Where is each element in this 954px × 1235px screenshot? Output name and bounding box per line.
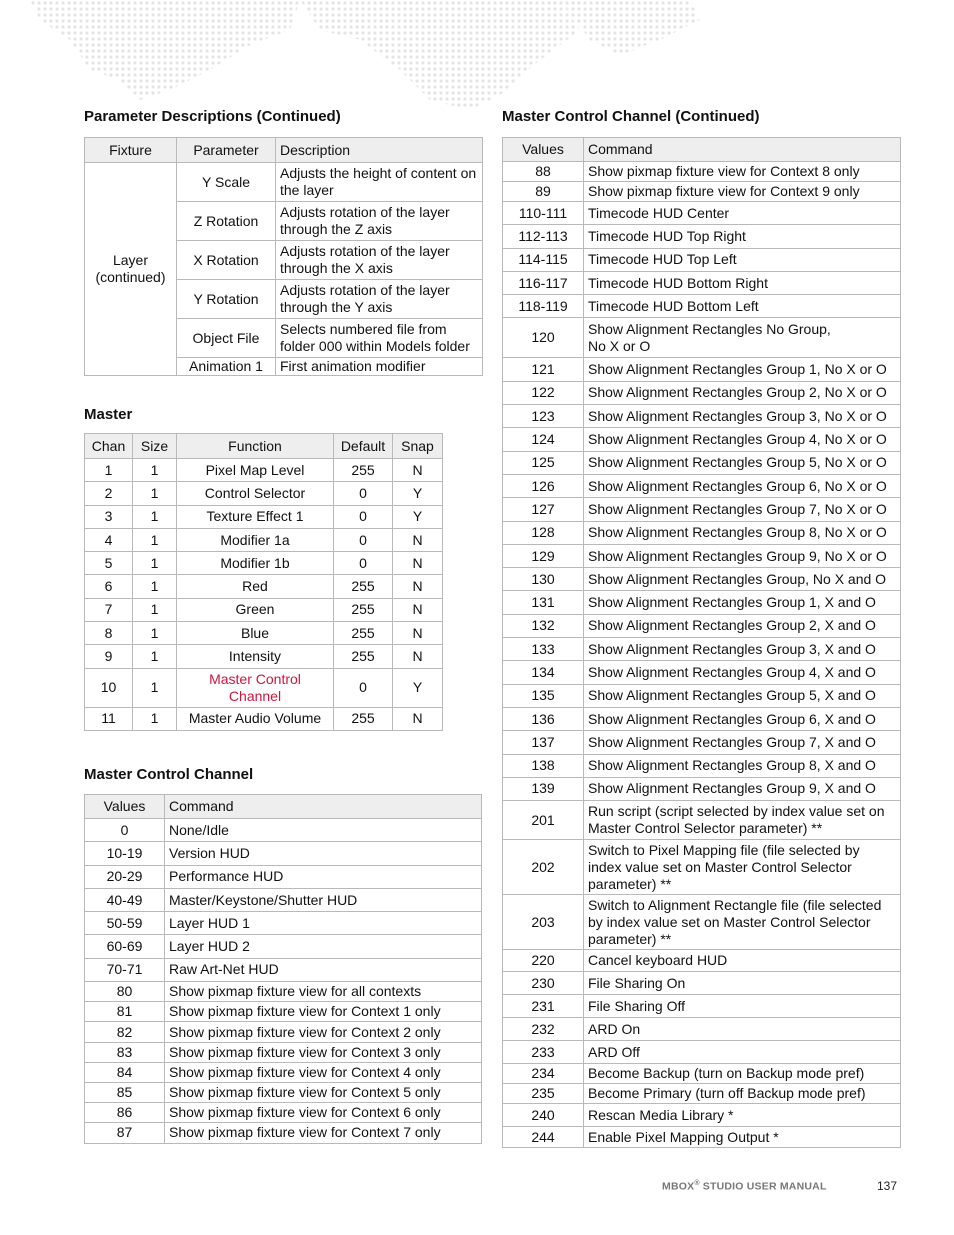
- snap-cell: N: [393, 707, 443, 730]
- value-cell: 235: [503, 1084, 584, 1104]
- master-control-channel-link[interactable]: Master Control Channel: [177, 668, 334, 707]
- function-cell: Texture Effect 1: [177, 505, 334, 528]
- table-row: [503, 950, 901, 972]
- registered-mark: ®: [694, 1180, 700, 1187]
- value-cell: 232: [503, 1018, 584, 1041]
- table-row: [503, 202, 901, 225]
- value-cell: 132: [503, 614, 584, 637]
- table-row: [85, 1123, 482, 1143]
- table-row: [85, 1083, 482, 1103]
- table-row: [85, 842, 482, 865]
- chan-cell: 8: [85, 622, 133, 645]
- value-cell: 86: [85, 1103, 165, 1123]
- table-row: [503, 498, 901, 521]
- param-name: Y Rotation: [177, 280, 276, 319]
- command-cell: Rescan Media Library *: [584, 1104, 901, 1127]
- value-cell: 125: [503, 451, 584, 474]
- command-cell: Show Alignment Rectangles Group, No X and O: [584, 568, 901, 591]
- param-desc: Adjusts the height of content on the layer: [276, 163, 483, 202]
- value-cell: 128: [503, 521, 584, 544]
- value-cell: 203: [503, 895, 584, 950]
- value-cell: 80: [85, 982, 165, 1002]
- chan-cell: 10: [85, 668, 133, 707]
- mcc-continued-heading: Master Control Channel (Continued): [502, 108, 760, 125]
- function-cell: Master Audio Volume: [177, 707, 334, 730]
- table-row: [503, 405, 901, 428]
- value-cell: 234: [503, 1064, 584, 1084]
- default-cell: 0: [334, 552, 393, 575]
- value-cell: 82: [85, 1022, 165, 1042]
- command-cell: Become Backup (turn on Backup mode pref): [584, 1064, 901, 1084]
- command-cell: Show Alignment Rectangles Group 4, X and O: [584, 661, 901, 684]
- param-name: Y Scale: [177, 163, 276, 202]
- master-table: [84, 433, 443, 731]
- value-cell: 137: [503, 731, 584, 754]
- table-row: [503, 638, 901, 661]
- table-row: [85, 482, 443, 505]
- command-cell: Show Alignment Rectangles Group 2, No X or O: [584, 381, 901, 404]
- table-row: [503, 162, 901, 182]
- chan-cell: 6: [85, 575, 133, 598]
- command-cell: Enable Pixel Mapping Output *: [584, 1127, 901, 1148]
- table-row: [85, 505, 443, 528]
- value-cell: 129: [503, 544, 584, 567]
- command-cell: Timecode HUD Center: [584, 202, 901, 225]
- value-cell: 231: [503, 995, 584, 1018]
- table-row: [503, 731, 901, 754]
- param-desc: Selects numbered file from folder 000 within Models folder: [276, 319, 483, 358]
- col-header-values: Values: [85, 795, 165, 819]
- value-cell: 126: [503, 474, 584, 497]
- footer-manual-title: [662, 1180, 827, 1193]
- value-cell: 89: [503, 182, 584, 202]
- command-cell: Show pixmap fixture view for Context 5 only: [165, 1083, 482, 1103]
- size-cell: 1: [133, 575, 177, 598]
- footer-brand: MBOX: [662, 1180, 695, 1193]
- command-cell: Show Alignment Rectangles Group 1, X and O: [584, 591, 901, 614]
- command-cell: Switch to Alignment Rectangle file (file selected by index value set on Master Control Selector parameter) **: [584, 895, 901, 950]
- table-row: [85, 888, 482, 911]
- col-header-snap: Snap: [393, 434, 443, 459]
- default-cell: 0: [334, 482, 393, 505]
- value-cell: 118-119: [503, 295, 584, 318]
- function-cell: Intensity: [177, 645, 334, 668]
- function-cell: Modifier 1b: [177, 552, 334, 575]
- table-row: [85, 982, 482, 1002]
- value-cell: 0: [85, 819, 165, 842]
- value-cell: 233: [503, 1041, 584, 1064]
- param-name: Object File: [177, 319, 276, 358]
- size-cell: 1: [133, 552, 177, 575]
- command-cell: Run script (script selected by index value set on Master Control Selector parameter) **: [584, 801, 901, 840]
- size-cell: 1: [133, 505, 177, 528]
- command-cell: Show Alignment Rectangles Group 8, X and O: [584, 754, 901, 777]
- function-cell: Blue: [177, 622, 334, 645]
- param-desc: First animation modifier: [276, 358, 483, 376]
- command-cell: Show Alignment Rectangles Group 7, X and O: [584, 731, 901, 754]
- value-cell: 122: [503, 381, 584, 404]
- footer-title-text: STUDIO USER MANUAL: [699, 1180, 827, 1193]
- value-cell: 124: [503, 428, 584, 451]
- command-cell: Show Alignment Rectangles Group 4, No X or O: [584, 428, 901, 451]
- table-row: [503, 1084, 901, 1104]
- col-header-description: Description: [276, 138, 483, 163]
- col-header-command: Command: [584, 138, 901, 162]
- param-name: X Rotation: [177, 241, 276, 280]
- table-row: [85, 552, 443, 575]
- size-cell: 1: [133, 459, 177, 482]
- command-cell: ARD On: [584, 1018, 901, 1041]
- table-row: [503, 544, 901, 567]
- size-cell: 1: [133, 528, 177, 551]
- command-cell: Timecode HUD Top Right: [584, 225, 901, 248]
- page-number: 137: [877, 1179, 898, 1193]
- snap-cell: N: [393, 528, 443, 551]
- table-row: [503, 225, 901, 248]
- table-row: [85, 575, 443, 598]
- mcc-table: [84, 794, 482, 1144]
- command-cell: Show Alignment Rectangles Group 1, No X or O: [584, 358, 901, 381]
- value-cell: 114-115: [503, 248, 584, 271]
- table-row: [85, 1042, 482, 1062]
- function-cell: Green: [177, 598, 334, 621]
- command-cell: Show Alignment Rectangles Group 6, X and O: [584, 707, 901, 730]
- table-row: [85, 668, 443, 707]
- value-cell: 50-59: [85, 912, 165, 935]
- command-cell: Switch to Pixel Mapping file (file selected by index value set on Master Control Selector parameter) **: [584, 840, 901, 895]
- value-cell: 10-19: [85, 842, 165, 865]
- function-cell: Control Selector: [177, 482, 334, 505]
- value-cell: 60-69: [85, 935, 165, 958]
- table-row: [85, 622, 443, 645]
- command-cell: Performance HUD: [165, 865, 482, 888]
- chan-cell: 3: [85, 505, 133, 528]
- size-cell: 1: [133, 645, 177, 668]
- table-row: [85, 707, 443, 730]
- table-row: [503, 1041, 901, 1064]
- table-row: [503, 1127, 901, 1148]
- command-cell: Master/Keystone/Shutter HUD: [165, 888, 482, 911]
- command-cell: Show Alignment Rectangles Group 5, X and O: [584, 684, 901, 707]
- chan-cell: 11: [85, 707, 133, 730]
- command-cell: Timecode HUD Bottom Left: [584, 295, 901, 318]
- command-cell: Show pixmap fixture view for Context 7 only: [165, 1123, 482, 1143]
- mcc-continued-table: [502, 137, 901, 1148]
- table-row: [85, 935, 482, 958]
- param-name: Z Rotation: [177, 202, 276, 241]
- default-cell: 255: [334, 622, 393, 645]
- table-row: [503, 1018, 901, 1041]
- command-cell: Version HUD: [165, 842, 482, 865]
- param-desc-table: [84, 137, 483, 376]
- value-cell: 116-117: [503, 271, 584, 294]
- table-row: [503, 801, 901, 840]
- table-row: [85, 1002, 482, 1022]
- snap-cell: N: [393, 575, 443, 598]
- command-cell: File Sharing Off: [584, 995, 901, 1018]
- value-cell: 120: [503, 318, 584, 358]
- value-cell: 139: [503, 777, 584, 800]
- chan-cell: 9: [85, 645, 133, 668]
- param-desc-heading: Parameter Descriptions (Continued): [84, 108, 341, 125]
- snap-cell: N: [393, 459, 443, 482]
- value-cell: 110-111: [503, 202, 584, 225]
- command-cell: Show Alignment Rectangles Group 6, No X or O: [584, 474, 901, 497]
- command-cell: Show pixmap fixture view for Context 4 only: [165, 1062, 482, 1082]
- table-row: [503, 182, 901, 202]
- table-row: [85, 598, 443, 621]
- function-cell: Red: [177, 575, 334, 598]
- col-header-size: Size: [133, 434, 177, 459]
- snap-cell: Y: [393, 668, 443, 707]
- col-header-chan: Chan: [85, 434, 133, 459]
- param-desc: Adjusts rotation of the layer through the X axis: [276, 241, 483, 280]
- table-row: [85, 645, 443, 668]
- command-cell: File Sharing On: [584, 972, 901, 995]
- table-row: [503, 661, 901, 684]
- world-map-background: [0, 0, 954, 110]
- param-name: Animation 1: [177, 358, 276, 376]
- size-cell: 1: [133, 598, 177, 621]
- table-row: [503, 474, 901, 497]
- table-row: [503, 318, 901, 358]
- value-cell: 230: [503, 972, 584, 995]
- snap-cell: N: [393, 622, 443, 645]
- chan-cell: 2: [85, 482, 133, 505]
- size-cell: 1: [133, 707, 177, 730]
- default-cell: 255: [334, 575, 393, 598]
- value-cell: 121: [503, 358, 584, 381]
- value-cell: 81: [85, 1002, 165, 1022]
- command-cell: Show pixmap fixture view for all contexts: [165, 982, 482, 1002]
- command-cell: Timecode HUD Top Left: [584, 248, 901, 271]
- value-cell: 134: [503, 661, 584, 684]
- table-row: [503, 684, 901, 707]
- command-cell: Timecode HUD Bottom Right: [584, 271, 901, 294]
- value-cell: 130: [503, 568, 584, 591]
- value-cell: 202: [503, 840, 584, 895]
- table-row: [503, 995, 901, 1018]
- snap-cell: N: [393, 598, 443, 621]
- table-row: [503, 754, 901, 777]
- command-cell: Layer HUD 1: [165, 912, 482, 935]
- default-cell: 0: [334, 528, 393, 551]
- value-cell: 112-113: [503, 225, 584, 248]
- command-cell: Raw Art-Net HUD: [165, 958, 482, 981]
- default-cell: 255: [334, 598, 393, 621]
- snap-cell: N: [393, 645, 443, 668]
- table-row: [503, 271, 901, 294]
- table-row: [503, 895, 901, 950]
- value-cell: 127: [503, 498, 584, 521]
- command-cell: Layer HUD 2: [165, 935, 482, 958]
- table-row: [85, 528, 443, 551]
- command-cell: Show Alignment Rectangles Group 7, No X or O: [584, 498, 901, 521]
- table-row: [503, 358, 901, 381]
- command-cell: Become Primary (turn off Backup mode pref): [584, 1084, 901, 1104]
- mcc-heading: Master Control Channel: [84, 766, 254, 783]
- value-cell: 136: [503, 707, 584, 730]
- function-cell: Modifier 1a: [177, 528, 334, 551]
- value-cell: 133: [503, 638, 584, 661]
- table-row: [85, 819, 482, 842]
- table-row: [503, 248, 901, 271]
- command-cell: Show Alignment Rectangles No Group, No X or O: [584, 318, 901, 358]
- chan-cell: 1: [85, 459, 133, 482]
- table-row: [85, 459, 443, 482]
- col-header-values: Values: [503, 138, 584, 162]
- command-cell: Show pixmap fixture view for Context 2 only: [165, 1022, 482, 1042]
- value-cell: 220: [503, 950, 584, 972]
- table-row: [503, 614, 901, 637]
- command-cell: Show Alignment Rectangles Group 9, No X or O: [584, 544, 901, 567]
- command-cell: None/Idle: [165, 819, 482, 842]
- chan-cell: 4: [85, 528, 133, 551]
- command-cell: Show pixmap fixture view for Context 3 only: [165, 1042, 482, 1062]
- table-row: [503, 707, 901, 730]
- command-cell: Show pixmap fixture view for Context 6 only: [165, 1103, 482, 1123]
- col-header-parameter: Parameter: [177, 138, 276, 163]
- table-row: [503, 451, 901, 474]
- col-header-command: Command: [165, 795, 482, 819]
- value-cell: 40-49: [85, 888, 165, 911]
- command-cell: Show Alignment Rectangles Group 2, X and O: [584, 614, 901, 637]
- table-row: [503, 777, 901, 800]
- col-header-function: Function: [177, 434, 334, 459]
- default-cell: 0: [334, 505, 393, 528]
- snap-cell: Y: [393, 505, 443, 528]
- param-desc: Adjusts rotation of the layer through the Y axis: [276, 280, 483, 319]
- command-cell: Show Alignment Rectangles Group 3, No X or O: [584, 405, 901, 428]
- default-cell: 255: [334, 707, 393, 730]
- chan-cell: 7: [85, 598, 133, 621]
- value-cell: 244: [503, 1127, 584, 1148]
- default-cell: 255: [334, 459, 393, 482]
- table-row: [503, 381, 901, 404]
- value-cell: 138: [503, 754, 584, 777]
- value-cell: 201: [503, 801, 584, 840]
- snap-cell: N: [393, 552, 443, 575]
- table-row: [503, 1064, 901, 1084]
- value-cell: 123: [503, 405, 584, 428]
- command-cell: Show pixmap fixture view for Context 1 only: [165, 1002, 482, 1022]
- command-cell: Show Alignment Rectangles Group 3, X and O: [584, 638, 901, 661]
- command-cell: Show Alignment Rectangles Group 8, No X or O: [584, 521, 901, 544]
- command-cell: Show Alignment Rectangles Group 5, No X or O: [584, 451, 901, 474]
- master-heading: Master: [84, 406, 133, 423]
- command-cell: Show pixmap fixture view for Context 9 only: [584, 182, 901, 202]
- col-header-default: Default: [334, 434, 393, 459]
- size-cell: 1: [133, 668, 177, 707]
- table-row: [85, 1022, 482, 1042]
- col-header-fixture: Fixture: [85, 138, 177, 163]
- value-cell: 135: [503, 684, 584, 707]
- size-cell: 1: [133, 482, 177, 505]
- fixture-cell: Layer (continued): [85, 163, 177, 376]
- command-cell: ARD Off: [584, 1041, 901, 1064]
- size-cell: 1: [133, 622, 177, 645]
- command-cell: Show pixmap fixture view for Context 8 only: [584, 162, 901, 182]
- table-row: [85, 865, 482, 888]
- value-cell: 20-29: [85, 865, 165, 888]
- param-desc: Adjusts rotation of the layer through the Z axis: [276, 202, 483, 241]
- table-row: [503, 295, 901, 318]
- value-cell: 84: [85, 1062, 165, 1082]
- command-cell: Cancel keyboard HUD: [584, 950, 901, 972]
- value-cell: 88: [503, 162, 584, 182]
- table-row: [503, 428, 901, 451]
- table-row: [503, 972, 901, 995]
- table-row: [503, 1104, 901, 1127]
- value-cell: 70-71: [85, 958, 165, 981]
- table-row: [503, 840, 901, 895]
- command-cell: Show Alignment Rectangles Group 9, X and O: [584, 777, 901, 800]
- table-row: [85, 958, 482, 981]
- table-row: [85, 912, 482, 935]
- default-cell: 0: [334, 668, 393, 707]
- value-cell: 85: [85, 1083, 165, 1103]
- default-cell: 255: [334, 645, 393, 668]
- table-row: [85, 1062, 482, 1082]
- value-cell: 83: [85, 1042, 165, 1062]
- table-row: [503, 591, 901, 614]
- value-cell: 87: [85, 1123, 165, 1143]
- value-cell: 131: [503, 591, 584, 614]
- table-row: [85, 1103, 482, 1123]
- table-row: [503, 568, 901, 591]
- chan-cell: 5: [85, 552, 133, 575]
- function-cell: Pixel Map Level: [177, 459, 334, 482]
- table-row: [503, 521, 901, 544]
- value-cell: 240: [503, 1104, 584, 1127]
- snap-cell: Y: [393, 482, 443, 505]
